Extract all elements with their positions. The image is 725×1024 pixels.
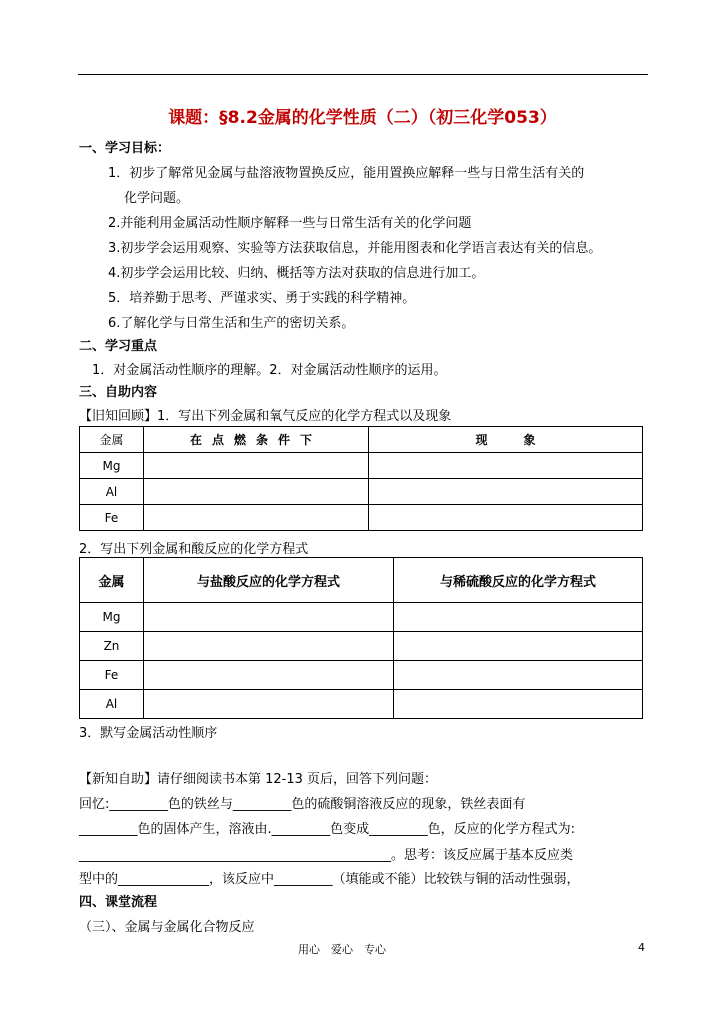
table2-header-hcl: 与盐酸反应的化学方程式 xyxy=(144,558,394,603)
table2-hcl-cell[interactable] xyxy=(144,690,394,719)
section4-heading: 四、课堂流程 xyxy=(79,895,158,910)
table1-phenomenon-cell[interactable] xyxy=(369,505,643,531)
table2-hcl-cell[interactable] xyxy=(144,603,394,632)
table1-metal-cell: Mg xyxy=(80,453,144,479)
objective-item-6: 6.了解化学与日常生活和生产的密切关系。 xyxy=(108,316,355,331)
page-title: 课题：§8.2金属的化学性质（二）（初三化学053） xyxy=(168,108,557,128)
table1-header-condition: 在点燃条件下 xyxy=(144,427,369,453)
section3-heading: 三、自助内容 xyxy=(79,385,158,400)
new-knowledge-line-1: 【新知自助】请仔细阅读书本第 12-13 页后，回答下列问题： xyxy=(79,772,438,787)
question-2: 2．写出下列金属和酸反应的化学方程式 xyxy=(79,542,309,557)
table1-metal-cell: Al xyxy=(80,479,144,505)
objective-item-1-cont: 化学问题。 xyxy=(124,191,190,206)
table1-equation-cell[interactable] xyxy=(144,453,369,479)
objective-item-5: 5．培养勤于思考、严谨求实、勇于实践的科学精神。 xyxy=(108,291,416,306)
footer-motto: 用心 爱心 专心 xyxy=(298,943,386,956)
section4-subheading: （三）、金属与金属化合物反应 xyxy=(79,920,255,935)
table1-header-metal: 金属 xyxy=(80,427,144,453)
table2-metal-cell: Al xyxy=(80,690,144,719)
table2-metal-cell: Mg xyxy=(80,603,144,632)
new-knowledge-line-2: 回忆:_________色的铁丝与_________色的硫酸铜溶液反应的现象，铁丝表面有 xyxy=(79,797,526,812)
table1-equation-cell[interactable] xyxy=(144,505,369,531)
table2-h2so4-cell[interactable] xyxy=(394,632,643,661)
objective-item-3: 3.初步学会运用观察、实验等方法获取信息，并能用图表和化学语言表达有关的信息。 xyxy=(108,241,602,256)
table2-metal-cell: Zn xyxy=(80,632,144,661)
section2-heading: 二、学习重点 xyxy=(79,339,158,354)
table1-header-phenomenon: 现 象 xyxy=(369,427,643,453)
table2-header-h2so4: 与稀硫酸反应的化学方程式 xyxy=(394,558,643,603)
oxygen-reaction-table xyxy=(79,426,643,531)
table2-h2so4-cell[interactable] xyxy=(394,690,643,719)
table2-header-metal: 金属 xyxy=(80,558,144,603)
new-knowledge-line-4: ________________________________________________。思考：该反应属于基本反应类 xyxy=(79,848,574,863)
table1-metal-cell: Fe xyxy=(80,505,144,531)
acid-reaction-table xyxy=(79,557,643,719)
objective-item-4: 4.初步学会运用比较、归纳、概括等方法对获取的信息进行加工。 xyxy=(108,266,485,281)
question-3: 3．默写金属活动性顺序 xyxy=(79,726,218,741)
table2-hcl-cell[interactable] xyxy=(144,632,394,661)
objective-item-1: 1．初步了解常见金属与盐溶液物置换反应，能用置换应解释一些与日常生活有关的 xyxy=(108,166,585,181)
table1-phenomenon-cell[interactable] xyxy=(369,479,643,505)
new-knowledge-line-3: _________色的固体产生，溶液由._________色变成_________色，反应的化学方程式为: xyxy=(79,822,576,837)
header-rule xyxy=(78,74,648,75)
table2-h2so4-cell[interactable] xyxy=(394,603,643,632)
table1-phenomenon-cell[interactable] xyxy=(369,453,643,479)
table2-h2so4-cell[interactable] xyxy=(394,661,643,690)
review-intro: 【旧知回顾】1．写出下列金属和氧气反应的化学方程式以及现象 xyxy=(79,409,452,424)
table2-metal-cell: Fe xyxy=(80,661,144,690)
section1-heading: 一、学习目标： xyxy=(79,141,171,156)
new-knowledge-line-5: 型中的______________，该反应中_________（填能或不能）比较铁与铜的活动性强弱， xyxy=(79,872,580,887)
objective-item-2: 2.并能利用金属活动性顺序解释一些与日常生活有关的化学问题 xyxy=(108,216,472,231)
table2-hcl-cell[interactable] xyxy=(144,661,394,690)
table1-equation-cell[interactable] xyxy=(144,479,369,505)
page-number: 4 xyxy=(638,941,645,954)
key-points-text: 1．对金属活动性顺序的理解。2．对金属活动性顺序的运用。 xyxy=(92,363,447,378)
